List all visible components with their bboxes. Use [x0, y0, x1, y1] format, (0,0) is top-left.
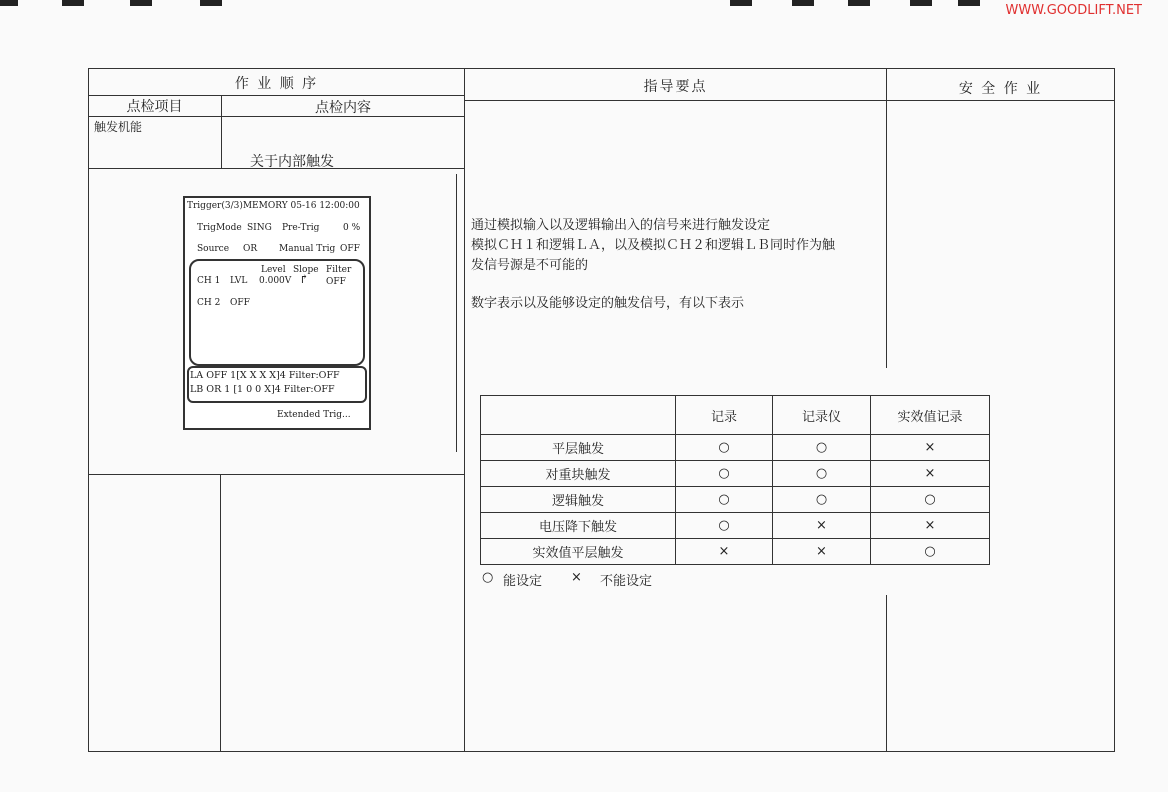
table-cell: ○ [676, 513, 773, 539]
table-cell: 逻辑触发 [481, 487, 676, 513]
scan-mark [910, 0, 932, 6]
ch1-slope-icon: ↱ [299, 272, 310, 286]
scan-mark [848, 0, 870, 6]
source-value: OR [243, 244, 258, 254]
check-content-header: 点检内容 [315, 100, 371, 116]
col-level: Level [261, 265, 286, 275]
legend-cannot-symbol: × [571, 570, 582, 585]
guidance-line-4: 数字表示以及能够设定的触发信号，有以下表示 [471, 296, 745, 311]
table-row [481, 487, 990, 513]
pretrig-label: Pre-Trig [282, 223, 320, 233]
table-header-cell: 记录 [676, 396, 773, 435]
table-cell: × [773, 513, 871, 539]
procedure-header: 作 业 顺 序 [234, 76, 319, 92]
table-row [481, 461, 990, 487]
guidance-line-1: 通过模拟输入以及逻辑输出入的信号来进行触发设定 [471, 218, 771, 233]
header-line-right [465, 100, 1115, 101]
table-header-cell: 记录仪 [773, 396, 871, 435]
table-cell: ○ [871, 539, 990, 565]
legend-can-label: 能设定 [503, 574, 543, 589]
table-header-row [481, 396, 990, 435]
table-header-cell [481, 396, 676, 435]
divider-procedure [464, 68, 465, 752]
check-content-value: 关于内部触发 [250, 154, 334, 170]
table-header-cell: 实效值记录 [871, 396, 990, 435]
manual-trig-label: Manual Trig [279, 244, 336, 254]
site-watermark: WWW.GOODLIFT.NET [1005, 3, 1142, 18]
lower-row-divider [220, 474, 221, 752]
check-item-header: 点检项目 [126, 99, 183, 115]
table-cell: × [773, 539, 871, 565]
table-cell: ○ [773, 435, 871, 461]
trigger-table [480, 395, 990, 565]
trigger-screen [183, 196, 371, 430]
ch1-name: CH 1 [197, 276, 221, 286]
table-cell: ○ [871, 487, 990, 513]
la-line: LA OFF 1[X X X X]4 Filter:OFF [190, 370, 340, 381]
ch1-level: 0.000V [259, 276, 292, 286]
table-cell: ○ [676, 461, 773, 487]
lower-row-line [88, 474, 465, 475]
guidance-line-2: 模拟ＣＨ１和逻辑ＬＡ，以及模拟ＣＨ２和逻辑ＬＢ同时作为触 [471, 238, 836, 253]
table-cell: ○ [676, 487, 773, 513]
divider-guidance [886, 68, 887, 368]
table-cell: ○ [773, 461, 871, 487]
table-row [481, 435, 990, 461]
scan-mark [730, 0, 752, 6]
table-row [481, 539, 990, 565]
frame-right [1114, 68, 1115, 752]
ch2-mode: OFF [230, 298, 250, 308]
table-cell: × [871, 513, 990, 539]
ch2-name: CH 2 [197, 298, 221, 308]
col-filter: Filter [326, 265, 352, 275]
source-label: Source [197, 244, 230, 254]
table-cell: × [676, 539, 773, 565]
trigmode-value: SING [247, 223, 272, 233]
table-cell: × [871, 461, 990, 487]
scan-mark [958, 0, 980, 6]
legend-cannot-label: 不能设定 [600, 574, 653, 589]
table-row [481, 513, 990, 539]
table-cell: ○ [676, 435, 773, 461]
frame-left [88, 68, 89, 752]
table-cell: 平层触发 [481, 435, 676, 461]
manual-trig-value: OFF [340, 244, 360, 254]
table-cell: ○ [773, 487, 871, 513]
guidance-header: 指导要点 [643, 79, 708, 95]
scan-mark [792, 0, 814, 6]
col-slope: Slope [293, 265, 319, 275]
image-side-line [456, 174, 457, 452]
table-cell: 对重块触发 [481, 461, 676, 487]
lb-line: LB OR 1 [1 0 0 X]4 Filter:OFF [190, 384, 335, 395]
scan-mark [200, 0, 222, 6]
ch1-filter: OFF [326, 277, 346, 287]
safety-header: 安 全 作 业 [958, 81, 1043, 97]
scan-mark [130, 0, 152, 6]
check-item-value: 触发机能 [94, 120, 143, 134]
table-cell: 实效值平层触发 [481, 539, 676, 565]
ch1-mode: LVL [230, 276, 248, 286]
scan-mark [62, 0, 84, 6]
scan-mark [0, 0, 18, 6]
divider-guidance-lower [886, 595, 887, 752]
pretrig-value: 0 % [343, 223, 361, 233]
frame-top [88, 68, 1115, 69]
frame-bottom [88, 751, 1115, 752]
legend-can-symbol: ○ [482, 570, 494, 585]
extended-trig: Extended Trig... [277, 410, 351, 420]
table-cell: 电压降下触发 [481, 513, 676, 539]
trigmode-label: TrigMode [197, 223, 242, 233]
table-cell: × [871, 435, 990, 461]
screen-title: Trigger(3/3)MEMORY 05-16 12:00:00 [187, 201, 360, 211]
guidance-line-3: 发信号源是不可能的 [471, 258, 589, 273]
